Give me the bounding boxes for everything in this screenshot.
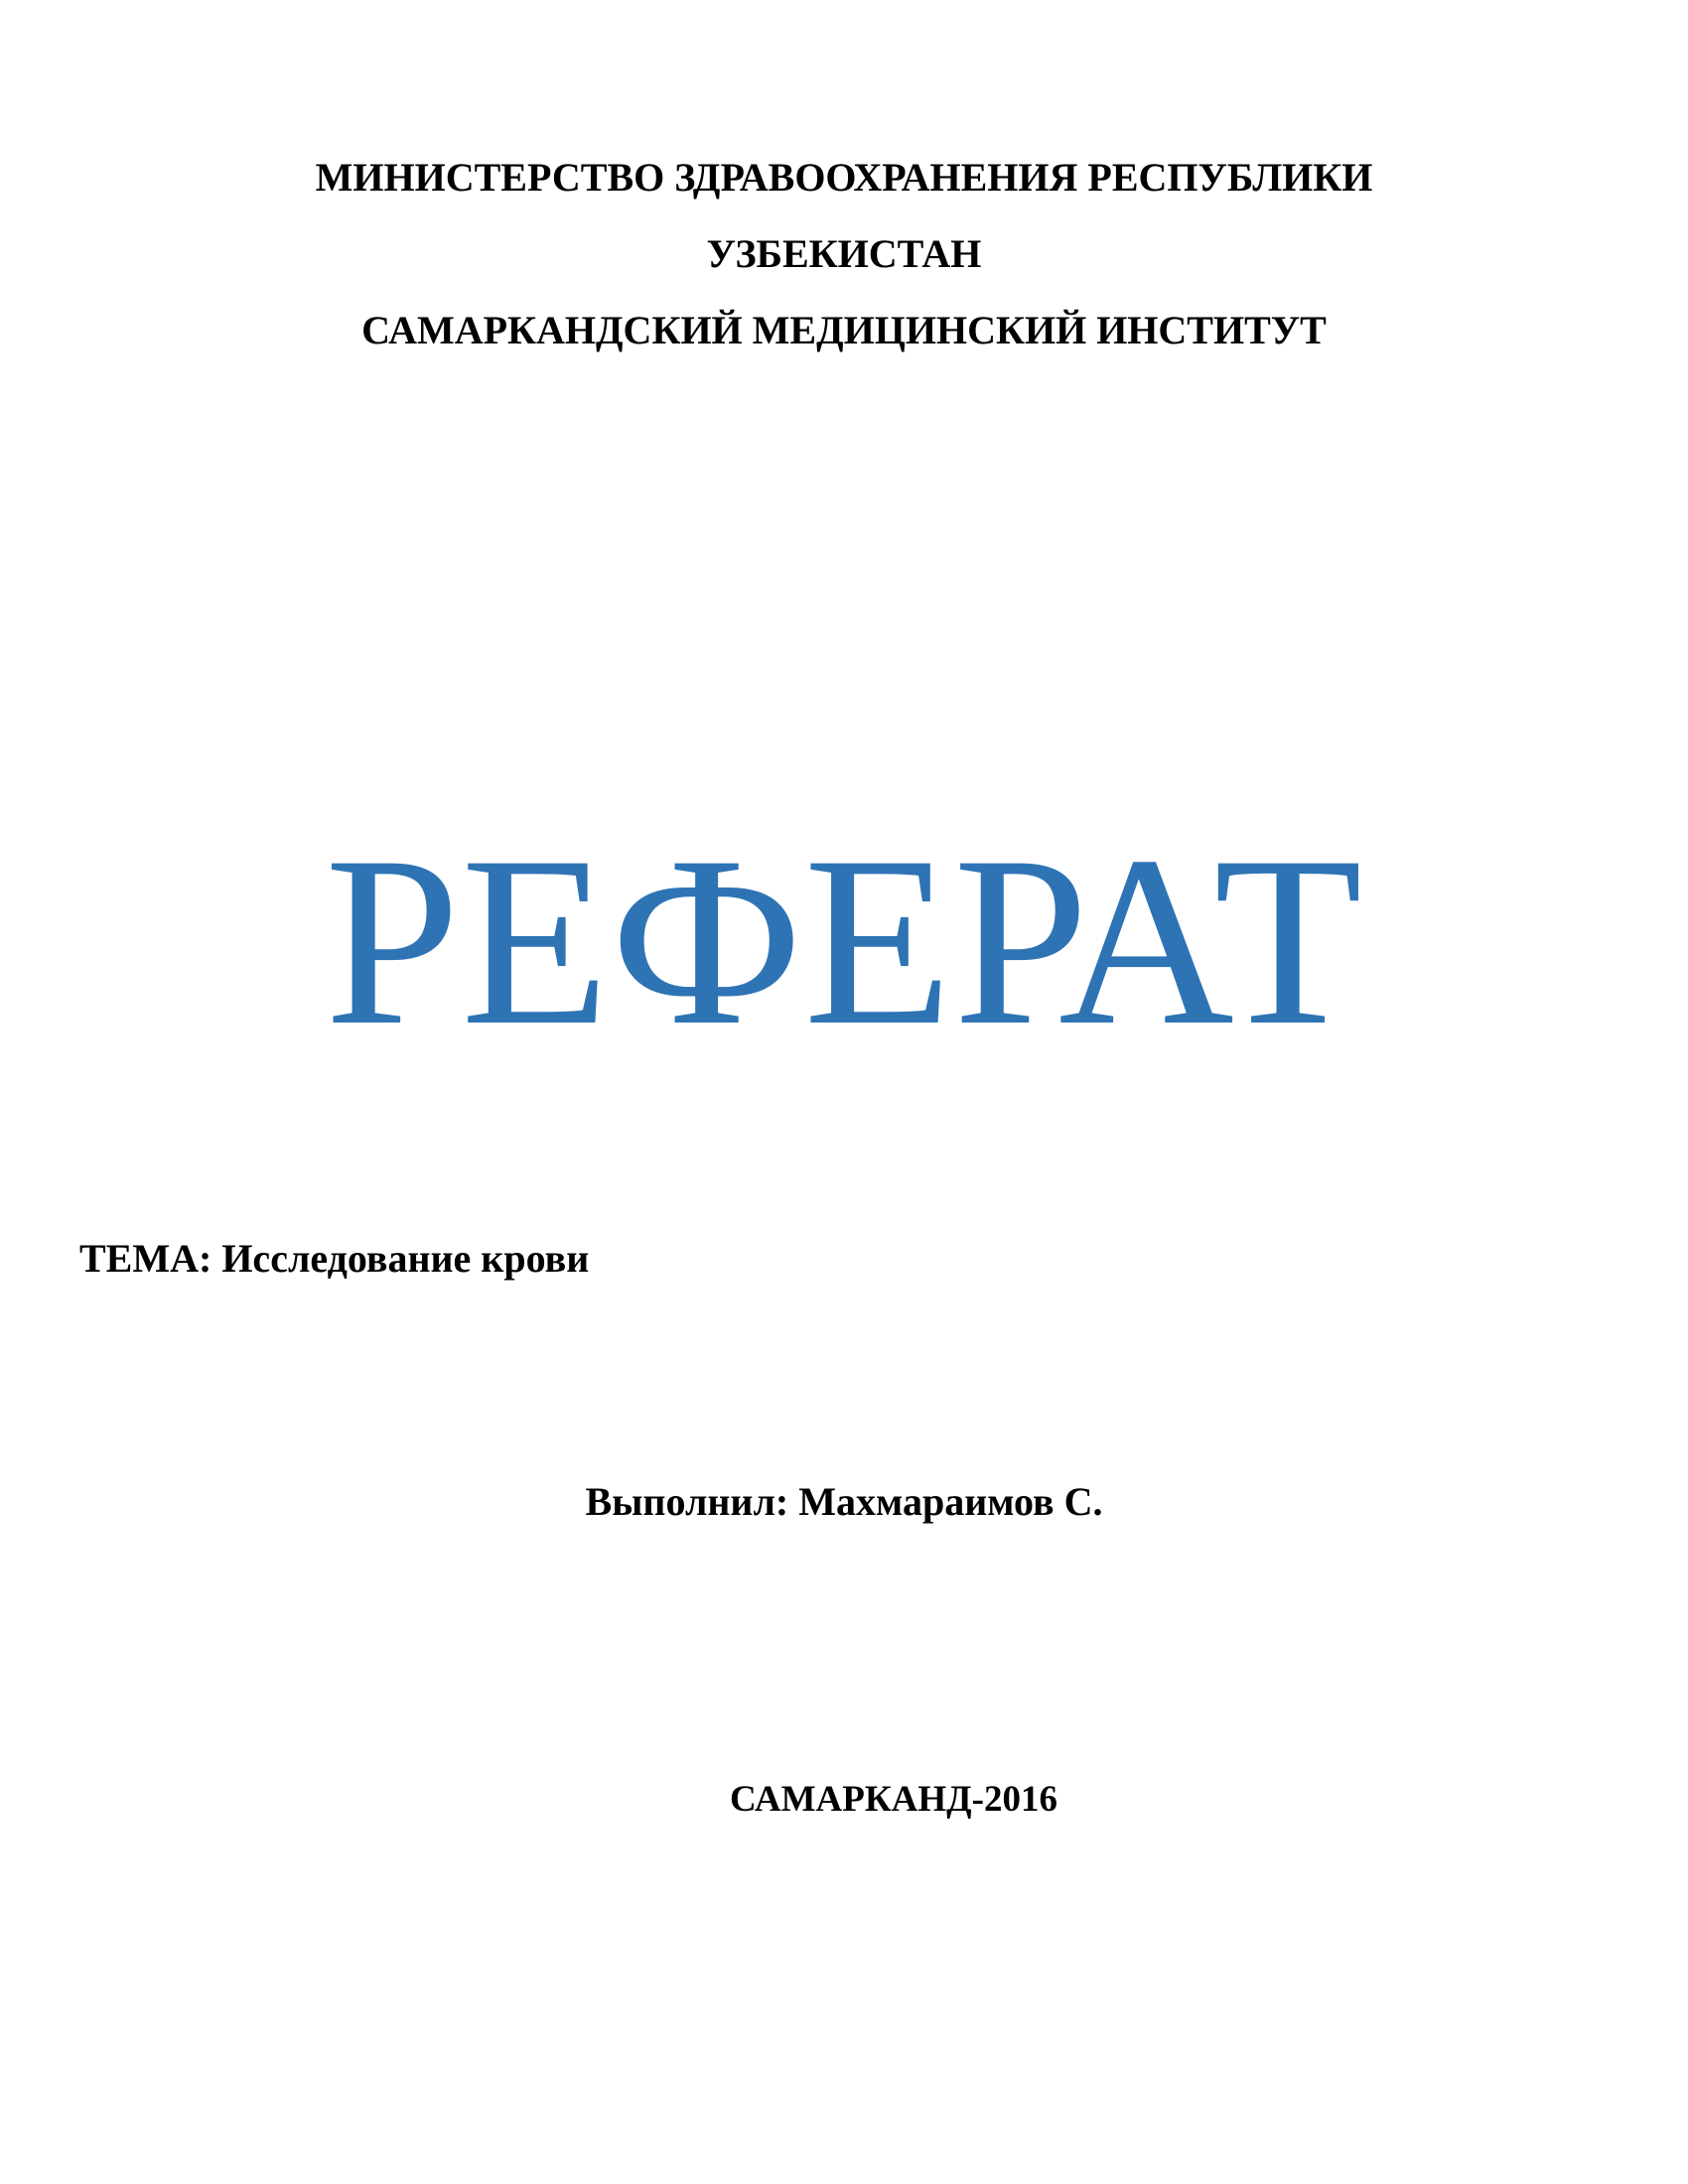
institution-header	[0, 139, 1688, 368]
author-line: Выполнил: Махмараимов С.	[585, 1479, 1103, 1524]
ministry-line-2: УЗБЕКИСТАН	[706, 231, 982, 276]
institute-line: САМАРКАНДСКИЙ МЕДИЦИНСКИЙ ИНСТИТУТ	[361, 308, 1327, 352]
ministry-line-1: МИНИСТЕРСТВО ЗДРАВООХРАНЕНИЯ РЕСПУБЛИКИ	[315, 155, 1373, 200]
topic-line: ТЕМА: Исследование крови	[79, 1236, 590, 1281]
document-title: РЕФЕРАТ	[324, 806, 1364, 1075]
city-year: САМАРКАНД-2016	[730, 1779, 1057, 1820]
